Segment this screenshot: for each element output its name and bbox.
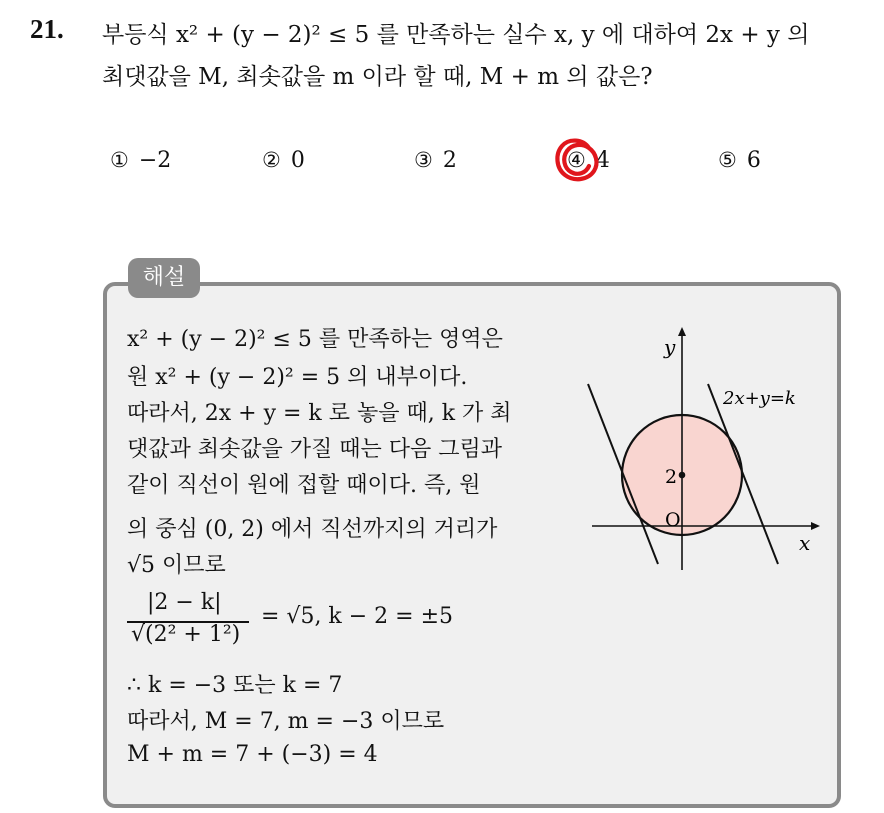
solution-line-1: x² + (y − 2)² ≤ 5 를 만족하는 영역은 — [127, 327, 503, 352]
choice-4-marker: ④ — [567, 148, 586, 172]
solution-line-6: 의 중심 (0, 2) 에서 직선까지의 거리가 — [127, 517, 498, 542]
choice-3-value: 2 — [442, 148, 457, 173]
choice-1-value: −2 — [138, 148, 172, 173]
solution-badge: 해설 — [128, 258, 200, 298]
origin-label: O — [665, 509, 681, 531]
choice-5-value: 6 — [746, 148, 761, 173]
choice-2[interactable] — [262, 148, 305, 173]
solution-line-7: √5 이므로 — [127, 553, 226, 578]
fraction-denominator: √(2² + 1²) — [131, 622, 241, 647]
fraction-numerator: |2 − k| — [147, 590, 222, 615]
solution-final-line-1: ∴ k = −3 또는 k = 7 — [127, 673, 343, 698]
solution-line-5: 같이 직선이 원에 접할 때이다. 즉, 원 — [127, 473, 481, 498]
center-label: 2 — [665, 466, 678, 488]
fraction-result: = √5, k − 2 = ±5 — [261, 604, 454, 629]
choice-2-marker: ② — [262, 148, 281, 172]
center-point — [679, 472, 686, 479]
question-text-line-1: 부등식 x² + (y − 2)² ≤ 5 를 만족하는 실수 x, y 에 대하여 2x + y 의 — [102, 22, 810, 48]
choice-3-marker: ③ — [414, 148, 433, 172]
y-axis-arrow-icon — [678, 327, 686, 336]
question-text-line-2: 최댓값을 M, 최솟값을 m 이라 할 때, M + m 의 값은? — [102, 64, 653, 90]
circle-tangent-figure — [586, 318, 826, 578]
solution-line-3: 따라서, 2x + y = k 로 놓을 때, k 가 최 — [127, 401, 512, 426]
solution-line-4: 댓값과 최솟값을 가질 때는 다음 그림과 — [127, 437, 502, 462]
x-axis-label: x — [799, 531, 811, 555]
choice-2-value: 0 — [290, 148, 305, 173]
choice-3[interactable] — [414, 148, 457, 173]
x-axis-arrow-icon — [811, 522, 820, 530]
choice-1-marker: ① — [110, 148, 129, 172]
choice-5[interactable] — [718, 148, 761, 173]
choice-5-marker: ⑤ — [718, 148, 737, 172]
choice-4-value: 4 — [595, 148, 610, 173]
solution-line-2: 원 x² + (y − 2)² = 5 의 내부이다. — [127, 365, 468, 390]
solution-final-line-2: 따라서, M = 7, m = −3 이므로 — [127, 709, 445, 734]
choice-1[interactable] — [110, 148, 171, 173]
line-equation-label: 2x+y=k — [723, 388, 796, 409]
y-axis-label: y — [664, 335, 676, 359]
answer-mark-icon — [552, 134, 602, 186]
solution-final-line-3: M + m = 7 + (−3) = 4 — [127, 742, 378, 767]
question-number: 21. — [30, 14, 64, 44]
